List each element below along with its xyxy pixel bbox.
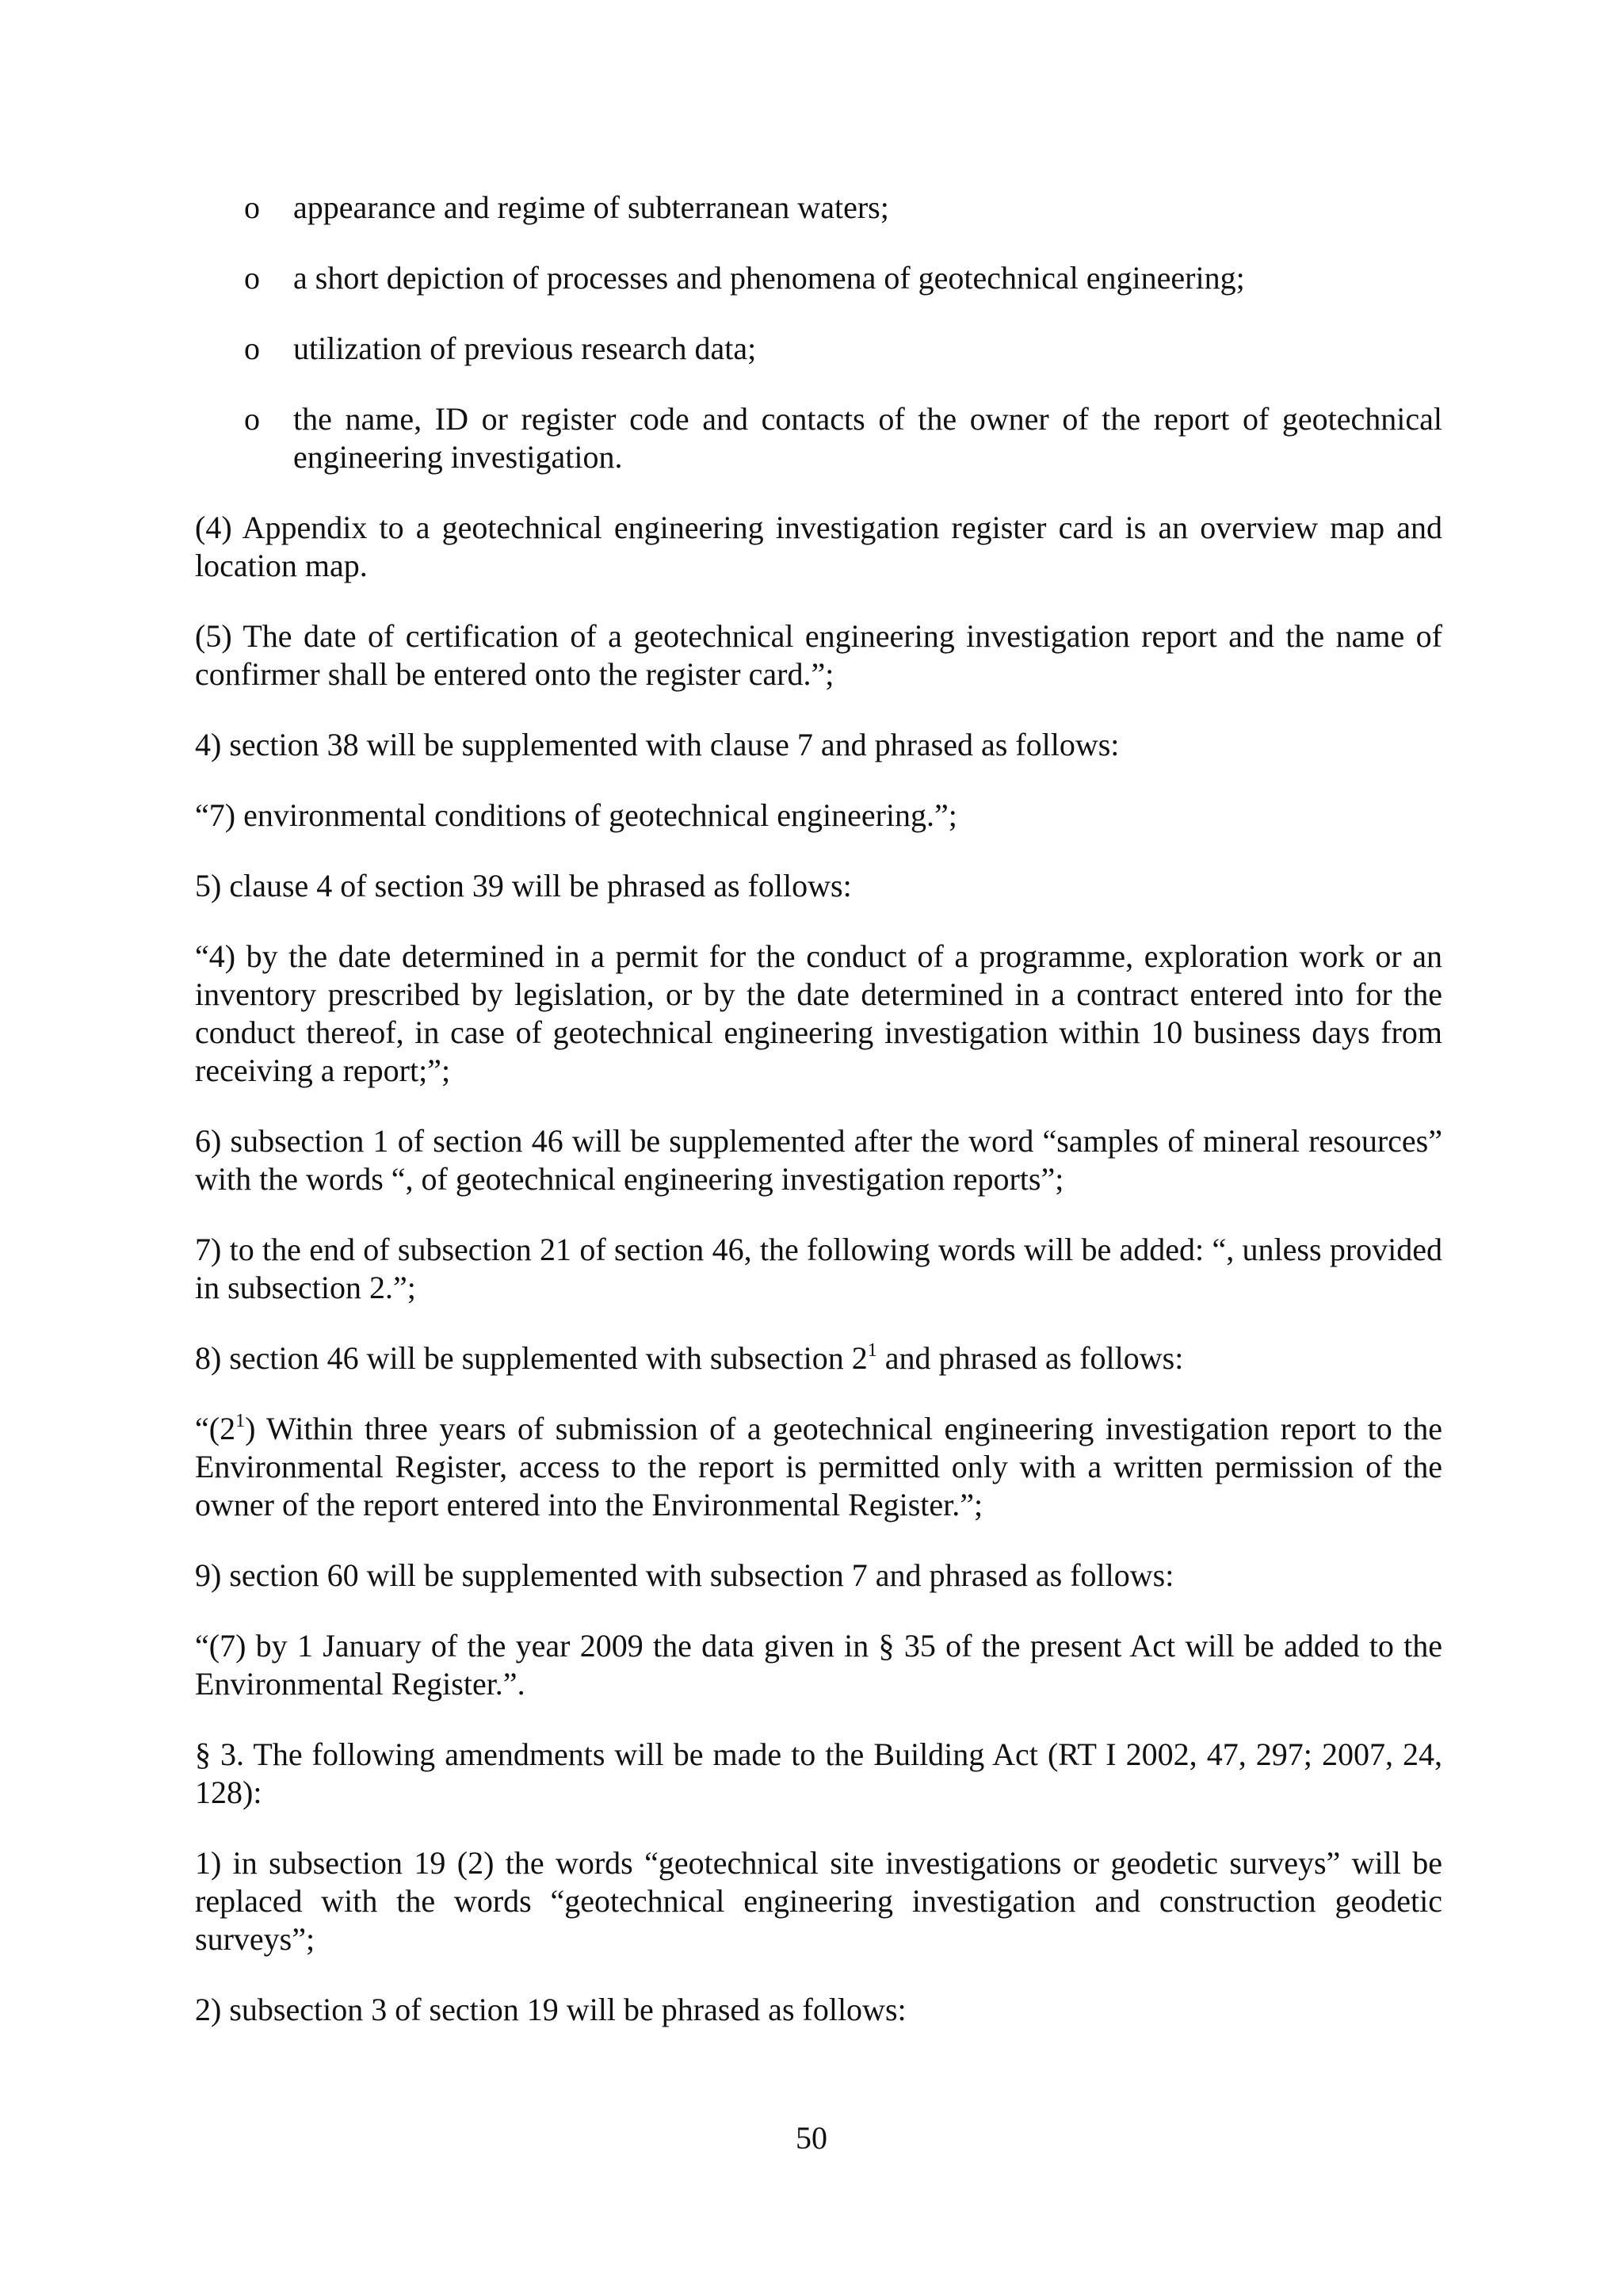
paragraph-clause-7: “7) environmental conditions of geotechnical engineering.”;	[195, 797, 957, 833]
bullet-marker: o	[244, 401, 260, 437]
superscript: 1	[235, 1411, 246, 1431]
paragraph-section-60: 9) section 60 will be supplemented with subsection 7 and phrased as follows:	[195, 1557, 1174, 1593]
paragraph-appendix: (4) Appendix to a geotechnical engineering investigation register card is an overview map and location map.	[195, 510, 1442, 583]
paragraph-subsection-7: “(7) by 1 January of the year 2009 the data given in § 35 of the present Act will be added to the Environmental Register.”.	[195, 1628, 1442, 1702]
list-item	[195, 259, 1442, 297]
list-item-text: a short depiction of processes and phenomena of geotechnical engineering;	[293, 260, 1245, 296]
list-item-text: appearance and regime of subterranean waters;	[293, 189, 889, 225]
superscript: 1	[867, 1340, 877, 1361]
bullet-list	[195, 189, 1442, 476]
paragraph-certification: (5) The date of certification of a geotechnical engineering investigation report and the name of confirmer shall be entered onto the register card.”;	[195, 618, 1442, 692]
paragraph-section-38: 4) section 38 will be supplemented with clause 7 and phrased as follows:	[195, 727, 1120, 762]
bullet-marker: o	[244, 260, 260, 296]
paragraph-section-46-supplement	[195, 1339, 1442, 1377]
page-content	[195, 189, 1442, 2061]
list-item	[195, 400, 1442, 476]
text-run: and phrased as follows:	[876, 1340, 1184, 1376]
paragraph-section-46-subsection-1: 6) subsection 1 of section 46 will be supplemented after the word “samples of mineral resources” with the words “, of geotechnical engineering investigation reports”;	[195, 1123, 1442, 1197]
paragraph-section-46-subsection-21: 7) to the end of subsection 21 of section 46, the following words will be added: “, unless provided in subsection 2.”;	[195, 1232, 1442, 1305]
paragraph-building-act: § 3. The following amendments will be made to the Building Act (RT I 2002, 47, 297; 2007, 24, 128):	[195, 1736, 1442, 1810]
text-run: ) Within three years of submission of a geotechnical engineering investigation report to the Environmental Register, access to the report is permitted only with a written permission of the owner of the report entered into the Environmental Register.”;	[195, 1411, 1442, 1522]
text-run: “(2	[195, 1411, 236, 1446]
paragraph-subsection-2-1	[195, 1410, 1442, 1524]
paragraph-subsection-19-2: 1) in subsection 19 (2) the words “geotechnical site investigations or geodetic surveys” will be replaced with the words “geotechnical engineering investigation and construction geodetic surveys”;	[195, 1845, 1442, 1957]
bullet-marker: o	[244, 189, 260, 225]
list-item	[195, 189, 1442, 227]
text-run: 8) section 46 will be supplemented with subsection 2	[195, 1340, 868, 1376]
list-item	[195, 330, 1442, 368]
bullet-marker: o	[244, 330, 260, 366]
list-item-text: the name, ID or register code and contacts of the owner of the report of geotechnical engineering investigation.	[293, 401, 1442, 475]
paragraph-clause-4: “4) by the date determined in a permit for the conduct of a programme, exploration work or an inventory prescribed by legislation, or by the date determined in a contract entered into for the conduct thereof, in case of geotechnical engineering investigation within 10 business days from receiving a report;”;	[195, 938, 1442, 1088]
paragraph-subsection-3-section-19: 2) subsection 3 of section 19 will be phrased as follows:	[195, 1992, 907, 2027]
list-item-text: utilization of previous research data;	[293, 330, 757, 366]
paragraph-section-39: 5) clause 4 of section 39 will be phrased as follows:	[195, 868, 852, 904]
page-number: 50	[796, 2120, 827, 2156]
